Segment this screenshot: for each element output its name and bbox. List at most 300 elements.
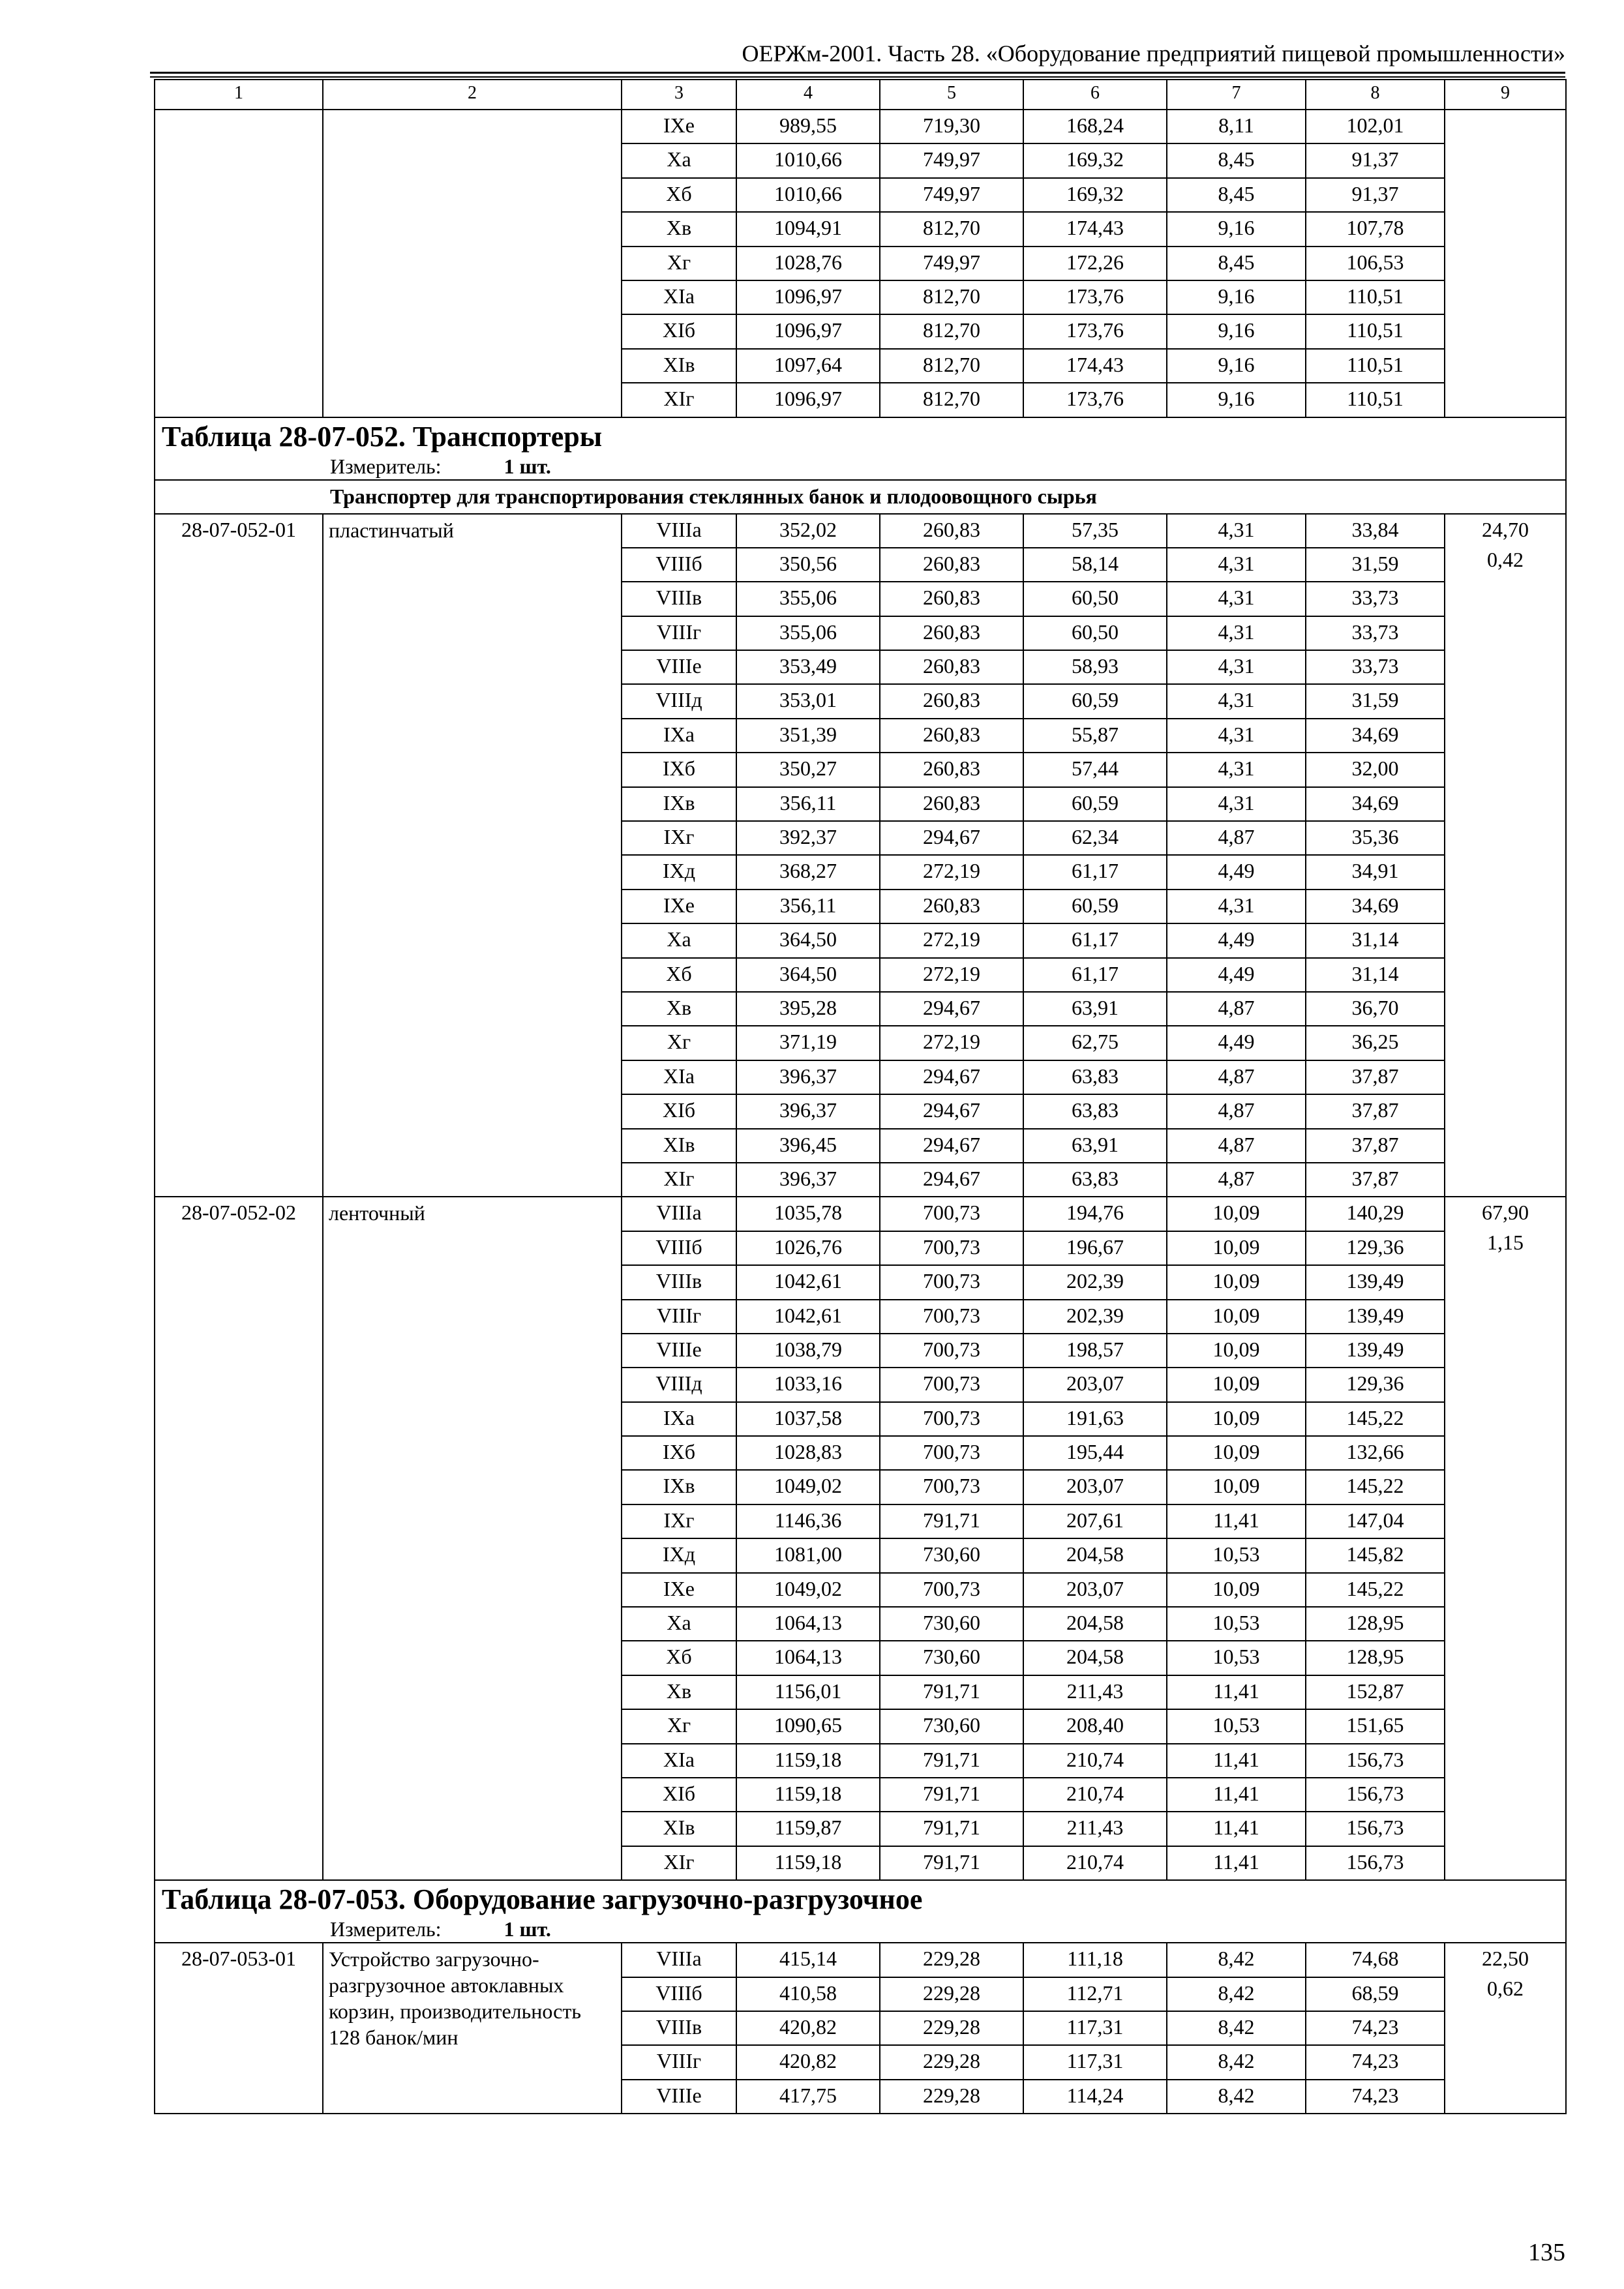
value-cell: 145,22: [1306, 1470, 1445, 1504]
value-cell: 791,71: [880, 1846, 1023, 1880]
value-cell: 10,09: [1167, 1334, 1306, 1368]
unit-label: Измеритель:: [330, 1919, 442, 1941]
value-cell: 260,83: [880, 616, 1023, 650]
page-number: 135: [1528, 2239, 1565, 2266]
value-cell: 1096,97: [736, 280, 880, 314]
zone-cell: XIа: [622, 1744, 736, 1778]
zone-cell: IXг: [622, 821, 736, 855]
unit-row: [155, 456, 1566, 480]
value-cell: 58,14: [1023, 548, 1167, 582]
value-cell: 34,69: [1306, 719, 1445, 753]
value-cell: 174,43: [1023, 349, 1167, 383]
value-cell: 260,83: [880, 548, 1023, 582]
value-cell: 395,28: [736, 992, 880, 1026]
zone-cell: XIб: [622, 1778, 736, 1812]
zone-cell: IXб: [622, 1436, 736, 1470]
value-cell: 173,76: [1023, 280, 1167, 314]
value-cell: 11,41: [1167, 1846, 1306, 1880]
value-cell: 60,50: [1023, 616, 1167, 650]
value-cell: 4,87: [1167, 1094, 1306, 1128]
value-cell: 1028,76: [736, 247, 880, 280]
value-cell: 730,60: [880, 1709, 1023, 1743]
value-cell: 1010,66: [736, 178, 880, 212]
value-cell: 812,70: [880, 212, 1023, 246]
zone-cell: VIIIб: [622, 1977, 736, 2011]
value-cell: 33,73: [1306, 616, 1445, 650]
value-cell: 63,83: [1023, 1094, 1167, 1128]
value-cell: 1090,65: [736, 1709, 880, 1743]
value-cell: 68,59: [1306, 1977, 1445, 2011]
value-cell: 168,24: [1023, 110, 1167, 143]
value-cell: 791,71: [880, 1675, 1023, 1709]
value-cell: 173,76: [1023, 383, 1167, 417]
value-cell: 700,73: [880, 1436, 1023, 1470]
value-cell: 156,73: [1306, 1812, 1445, 1846]
value-cell: 10,53: [1167, 1607, 1306, 1641]
value-cell: 10,09: [1167, 1402, 1306, 1436]
value-cell: 260,83: [880, 684, 1023, 718]
zone-cell: VIIIе: [622, 650, 736, 684]
table-title-row: [155, 417, 1566, 456]
value-cell: 31,14: [1306, 958, 1445, 992]
value-cell: 35,36: [1306, 821, 1445, 855]
zone-cell: Xб: [622, 178, 736, 212]
column-number: 6: [1023, 80, 1167, 110]
value-cell: 1096,97: [736, 314, 880, 348]
value-cell: 260,83: [880, 719, 1023, 753]
value-cell: 10,09: [1167, 1300, 1306, 1334]
value-cell: 4,87: [1167, 821, 1306, 855]
value-cell: 9,16: [1167, 280, 1306, 314]
value-cell: 4,87: [1167, 1060, 1306, 1094]
value-cell: 9,16: [1167, 314, 1306, 348]
col9-cell: [1445, 110, 1566, 417]
value-cell: 396,37: [736, 1094, 880, 1128]
value-cell: 10,09: [1167, 1573, 1306, 1607]
value-cell: 368,27: [736, 855, 880, 889]
value-cell: 1035,78: [736, 1197, 880, 1231]
value-cell: 4,49: [1167, 855, 1306, 889]
value-cell: 791,71: [880, 1504, 1023, 1538]
value-cell: 129,36: [1306, 1231, 1445, 1265]
item-name: пластинчатый: [323, 514, 622, 1197]
value-cell: 272,19: [880, 1026, 1023, 1060]
value-cell: 700,73: [880, 1368, 1023, 1401]
value-cell: 203,07: [1023, 1470, 1167, 1504]
table-title: Таблица 28-07-052. Транспортеры: [155, 417, 1566, 456]
value-cell: 128,95: [1306, 1607, 1445, 1641]
zone-cell: XIа: [622, 280, 736, 314]
value-cell: 8,42: [1167, 1943, 1306, 1977]
value-cell: 420,82: [736, 2045, 880, 2079]
value-cell: 34,91: [1306, 855, 1445, 889]
value-cell: 4,49: [1167, 1026, 1306, 1060]
value-cell: 62,75: [1023, 1026, 1167, 1060]
zone-cell: XIв: [622, 1812, 736, 1846]
zone-cell: Xв: [622, 1675, 736, 1709]
value-cell: 356,11: [736, 787, 880, 821]
zone-cell: VIIIв: [622, 582, 736, 616]
value-cell: 8,45: [1167, 247, 1306, 280]
running-header: ОЕРЖм-2001. Часть 28. «Оборудование предприятий пищевой промышленности»: [742, 40, 1565, 67]
value-cell: 152,87: [1306, 1675, 1445, 1709]
value-cell: 415,14: [736, 1943, 880, 1977]
value-cell: 140,29: [1306, 1197, 1445, 1231]
value-cell: 1094,91: [736, 212, 880, 246]
value-cell: 396,37: [736, 1060, 880, 1094]
zone-cell: Xб: [622, 958, 736, 992]
zone-cell: VIIIв: [622, 1265, 736, 1299]
value-cell: 60,59: [1023, 890, 1167, 923]
value-cell: 8,42: [1167, 2045, 1306, 2079]
value-cell: 202,39: [1023, 1300, 1167, 1334]
col9-value: 22,50: [1482, 1947, 1529, 1971]
zone-cell: IXб: [622, 753, 736, 786]
value-cell: 8,45: [1167, 143, 1306, 177]
value-cell: 4,87: [1167, 1129, 1306, 1163]
value-cell: 749,97: [880, 247, 1023, 280]
zone-cell: XIв: [622, 1129, 736, 1163]
value-cell: 156,73: [1306, 1778, 1445, 1812]
value-cell: 169,32: [1023, 178, 1167, 212]
value-cell: 132,66: [1306, 1436, 1445, 1470]
value-cell: 1081,00: [736, 1538, 880, 1572]
value-cell: 169,32: [1023, 143, 1167, 177]
value-cell: 210,74: [1023, 1846, 1167, 1880]
value-cell: 4,31: [1167, 890, 1306, 923]
zone-cell: XIг: [622, 1163, 736, 1197]
value-cell: 1064,13: [736, 1607, 880, 1641]
value-cell: 139,49: [1306, 1265, 1445, 1299]
value-cell: 272,19: [880, 923, 1023, 957]
zone-cell: IXа: [622, 719, 736, 753]
value-cell: 260,83: [880, 582, 1023, 616]
col9-value: 67,90: [1482, 1201, 1529, 1225]
value-cell: 730,60: [880, 1641, 1023, 1675]
zone-cell: IXв: [622, 787, 736, 821]
value-cell: 74,68: [1306, 1943, 1445, 1977]
value-cell: 791,71: [880, 1812, 1023, 1846]
value-cell: 1049,02: [736, 1573, 880, 1607]
column-number-row: [155, 80, 1566, 110]
value-cell: 34,69: [1306, 890, 1445, 923]
value-cell: 9,16: [1167, 383, 1306, 417]
zone-cell: IXд: [622, 1538, 736, 1572]
rates-table: [154, 79, 1567, 2114]
value-cell: 8,11: [1167, 110, 1306, 143]
value-cell: 719,30: [880, 110, 1023, 143]
value-cell: 11,41: [1167, 1675, 1306, 1709]
zone-cell: Xб: [622, 1641, 736, 1675]
value-cell: 128,95: [1306, 1641, 1445, 1675]
unit-value: 1 шт.: [504, 455, 551, 478]
zone-cell: XIг: [622, 1846, 736, 1880]
value-cell: 9,16: [1167, 349, 1306, 383]
value-cell: 102,01: [1306, 110, 1445, 143]
value-cell: 204,58: [1023, 1607, 1167, 1641]
value-cell: 10,09: [1167, 1436, 1306, 1470]
value-cell: 4,31: [1167, 787, 1306, 821]
value-cell: 417,75: [736, 2080, 880, 2114]
value-cell: 1028,83: [736, 1436, 880, 1470]
value-cell: 1026,76: [736, 1231, 880, 1265]
zone-cell: XIб: [622, 1094, 736, 1128]
zone-cell: VIIIа: [622, 1943, 736, 1977]
value-cell: 1159,87: [736, 1812, 880, 1846]
zone-cell: VIIIг: [622, 2045, 736, 2079]
value-cell: 700,73: [880, 1573, 1023, 1607]
value-cell: 8,42: [1167, 1977, 1306, 2011]
item-code: 28-07-052-01: [155, 514, 323, 1197]
value-cell: 57,35: [1023, 514, 1167, 548]
value-cell: 364,50: [736, 958, 880, 992]
value-cell: 1042,61: [736, 1300, 880, 1334]
value-cell: 1064,13: [736, 1641, 880, 1675]
value-cell: 351,39: [736, 719, 880, 753]
value-cell: 8,42: [1167, 2011, 1306, 2045]
col9-value: 0,62: [1487, 1977, 1524, 2001]
value-cell: 31,59: [1306, 684, 1445, 718]
zone-cell: IXг: [622, 1504, 736, 1538]
value-cell: 194,76: [1023, 1197, 1167, 1231]
item-name: ленточный: [323, 1197, 622, 1880]
value-cell: 352,02: [736, 514, 880, 548]
value-cell: 110,51: [1306, 349, 1445, 383]
table-row: [155, 514, 1566, 548]
value-cell: 110,51: [1306, 383, 1445, 417]
unit-row: [155, 1919, 1566, 1943]
value-cell: 355,06: [736, 616, 880, 650]
value-cell: 33,73: [1306, 650, 1445, 684]
value-cell: 1033,16: [736, 1368, 880, 1401]
value-cell: 204,58: [1023, 1641, 1167, 1675]
value-cell: 60,59: [1023, 684, 1167, 718]
zone-cell: Xв: [622, 212, 736, 246]
value-cell: 396,37: [736, 1163, 880, 1197]
value-cell: 8,42: [1167, 2080, 1306, 2114]
value-cell: 260,83: [880, 650, 1023, 684]
value-cell: 350,56: [736, 548, 880, 582]
value-cell: 730,60: [880, 1607, 1023, 1641]
value-cell: 4,49: [1167, 923, 1306, 957]
column-number: 2: [323, 80, 622, 110]
zone-cell: IXе: [622, 890, 736, 923]
value-cell: 61,17: [1023, 923, 1167, 957]
zone-cell: Xа: [622, 1607, 736, 1641]
value-cell: 11,41: [1167, 1504, 1306, 1538]
value-cell: 61,17: [1023, 958, 1167, 992]
value-cell: 147,04: [1306, 1504, 1445, 1538]
value-cell: 364,50: [736, 923, 880, 957]
zone-cell: IXе: [622, 1573, 736, 1607]
zone-cell: IXд: [622, 855, 736, 889]
column-number: 7: [1167, 80, 1306, 110]
value-cell: 260,83: [880, 787, 1023, 821]
value-cell: 74,23: [1306, 2080, 1445, 2114]
zone-cell: VIIIб: [622, 548, 736, 582]
column-number: 5: [880, 80, 1023, 110]
name-cell: [323, 110, 622, 417]
value-cell: 11,41: [1167, 1744, 1306, 1778]
value-cell: 700,73: [880, 1265, 1023, 1299]
value-cell: 60,50: [1023, 582, 1167, 616]
value-cell: 749,97: [880, 178, 1023, 212]
value-cell: 91,37: [1306, 178, 1445, 212]
col9-value: 1,15: [1487, 1231, 1524, 1255]
value-cell: 229,28: [880, 2080, 1023, 2114]
value-cell: 10,09: [1167, 1197, 1306, 1231]
value-cell: 33,73: [1306, 582, 1445, 616]
value-cell: 37,87: [1306, 1060, 1445, 1094]
value-cell: 10,53: [1167, 1538, 1306, 1572]
value-cell: 208,40: [1023, 1709, 1167, 1743]
value-cell: 203,07: [1023, 1573, 1167, 1607]
value-cell: 63,91: [1023, 1129, 1167, 1163]
value-cell: 196,67: [1023, 1231, 1167, 1265]
value-cell: 74,23: [1306, 2045, 1445, 2079]
zone-cell: XIг: [622, 383, 736, 417]
value-cell: 4,31: [1167, 616, 1306, 650]
column-number: 3: [622, 80, 736, 110]
value-cell: 812,70: [880, 314, 1023, 348]
value-cell: 172,26: [1023, 247, 1167, 280]
value-cell: 202,39: [1023, 1265, 1167, 1299]
value-cell: 4,31: [1167, 548, 1306, 582]
value-cell: 37,87: [1306, 1094, 1445, 1128]
value-cell: 350,27: [736, 753, 880, 786]
value-cell: 10,09: [1167, 1231, 1306, 1265]
value-cell: 356,11: [736, 890, 880, 923]
value-cell: 117,31: [1023, 2011, 1167, 2045]
value-cell: 1038,79: [736, 1334, 880, 1368]
zone-cell: Xг: [622, 1026, 736, 1060]
value-cell: 33,84: [1306, 514, 1445, 548]
value-cell: 63,83: [1023, 1163, 1167, 1197]
zone-cell: VIIIа: [622, 514, 736, 548]
value-cell: 129,36: [1306, 1368, 1445, 1401]
value-cell: 229,28: [880, 1977, 1023, 2011]
value-cell: 396,45: [736, 1129, 880, 1163]
value-cell: 62,34: [1023, 821, 1167, 855]
value-cell: 989,55: [736, 110, 880, 143]
value-cell: 151,65: [1306, 1709, 1445, 1743]
value-cell: 1097,64: [736, 349, 880, 383]
header-rule: [150, 72, 1565, 74]
value-cell: 156,73: [1306, 1846, 1445, 1880]
value-cell: 207,61: [1023, 1504, 1167, 1538]
value-cell: 10,09: [1167, 1470, 1306, 1504]
value-cell: 55,87: [1023, 719, 1167, 753]
value-cell: 174,43: [1023, 212, 1167, 246]
zone-cell: Xг: [622, 1709, 736, 1743]
value-cell: 1037,58: [736, 1402, 880, 1436]
value-cell: 204,58: [1023, 1538, 1167, 1572]
value-cell: 10,09: [1167, 1368, 1306, 1401]
value-cell: 4,31: [1167, 582, 1306, 616]
zone-cell: VIIIе: [622, 1334, 736, 1368]
value-cell: 110,51: [1306, 314, 1445, 348]
col9-value: 0,42: [1487, 547, 1524, 571]
header-rule: [150, 76, 1565, 78]
value-cell: 791,71: [880, 1744, 1023, 1778]
table-title-row: [155, 1880, 1566, 1919]
value-cell: 1049,02: [736, 1470, 880, 1504]
value-cell: 371,19: [736, 1026, 880, 1060]
value-cell: 700,73: [880, 1470, 1023, 1504]
value-cell: 294,67: [880, 821, 1023, 855]
value-cell: 260,83: [880, 514, 1023, 548]
value-cell: 294,67: [880, 1094, 1023, 1128]
value-cell: 294,67: [880, 1060, 1023, 1094]
value-cell: 63,91: [1023, 992, 1167, 1026]
value-cell: 791,71: [880, 1778, 1023, 1812]
unit-cell: [155, 1919, 1566, 1943]
value-cell: 11,41: [1167, 1812, 1306, 1846]
zone-cell: VIIIг: [622, 1300, 736, 1334]
value-cell: 294,67: [880, 1163, 1023, 1197]
value-cell: 294,67: [880, 1129, 1023, 1163]
value-cell: 145,22: [1306, 1402, 1445, 1436]
item-code: 28-07-053-01: [155, 1943, 323, 2114]
value-cell: 700,73: [880, 1197, 1023, 1231]
value-cell: 229,28: [880, 2045, 1023, 2079]
zone-cell: Xа: [622, 923, 736, 957]
column-number: 4: [736, 80, 880, 110]
value-cell: 812,70: [880, 280, 1023, 314]
value-cell: 10,53: [1167, 1709, 1306, 1743]
value-cell: 4,87: [1167, 992, 1306, 1026]
value-cell: 145,82: [1306, 1538, 1445, 1572]
value-cell: 4,49: [1167, 958, 1306, 992]
value-cell: 60,59: [1023, 787, 1167, 821]
value-cell: 353,49: [736, 650, 880, 684]
subheading: Транспортер для транспортирования стеклянных банок и плодоовощного сырья: [155, 480, 1566, 514]
value-cell: 700,73: [880, 1402, 1023, 1436]
unit-label: Измеритель:: [330, 455, 442, 478]
zone-cell: XIв: [622, 349, 736, 383]
value-cell: 117,31: [1023, 2045, 1167, 2079]
value-cell: 195,44: [1023, 1436, 1167, 1470]
value-cell: 10,53: [1167, 1641, 1306, 1675]
value-cell: 32,00: [1306, 753, 1445, 786]
value-cell: 700,73: [880, 1300, 1023, 1334]
col9-values: [1445, 514, 1566, 1197]
item-code: 28-07-052-02: [155, 1197, 323, 1880]
table-title: Таблица 28-07-053. Оборудование загрузочно-разгрузочное: [155, 1880, 1566, 1919]
value-cell: 61,17: [1023, 855, 1167, 889]
table-row: [155, 1197, 1566, 1231]
value-cell: 272,19: [880, 855, 1023, 889]
value-cell: 1159,18: [736, 1846, 880, 1880]
value-cell: 112,71: [1023, 1977, 1167, 2011]
value-cell: 260,83: [880, 753, 1023, 786]
zone-cell: VIIIд: [622, 1368, 736, 1401]
value-cell: 4,31: [1167, 684, 1306, 718]
value-cell: 9,16: [1167, 212, 1306, 246]
value-cell: 355,06: [736, 582, 880, 616]
value-cell: 1146,36: [736, 1504, 880, 1538]
value-cell: 260,83: [880, 890, 1023, 923]
value-cell: 74,23: [1306, 2011, 1445, 2045]
value-cell: 37,87: [1306, 1163, 1445, 1197]
table-row: [155, 110, 1566, 143]
value-cell: 420,82: [736, 2011, 880, 2045]
column-number: 8: [1306, 80, 1445, 110]
item-name: Устройство загрузочно-разгрузочное автоклавных корзин, производительность 128 банок/мин: [323, 1943, 622, 2114]
value-cell: 700,73: [880, 1231, 1023, 1265]
value-cell: 63,83: [1023, 1060, 1167, 1094]
value-cell: 1096,97: [736, 383, 880, 417]
